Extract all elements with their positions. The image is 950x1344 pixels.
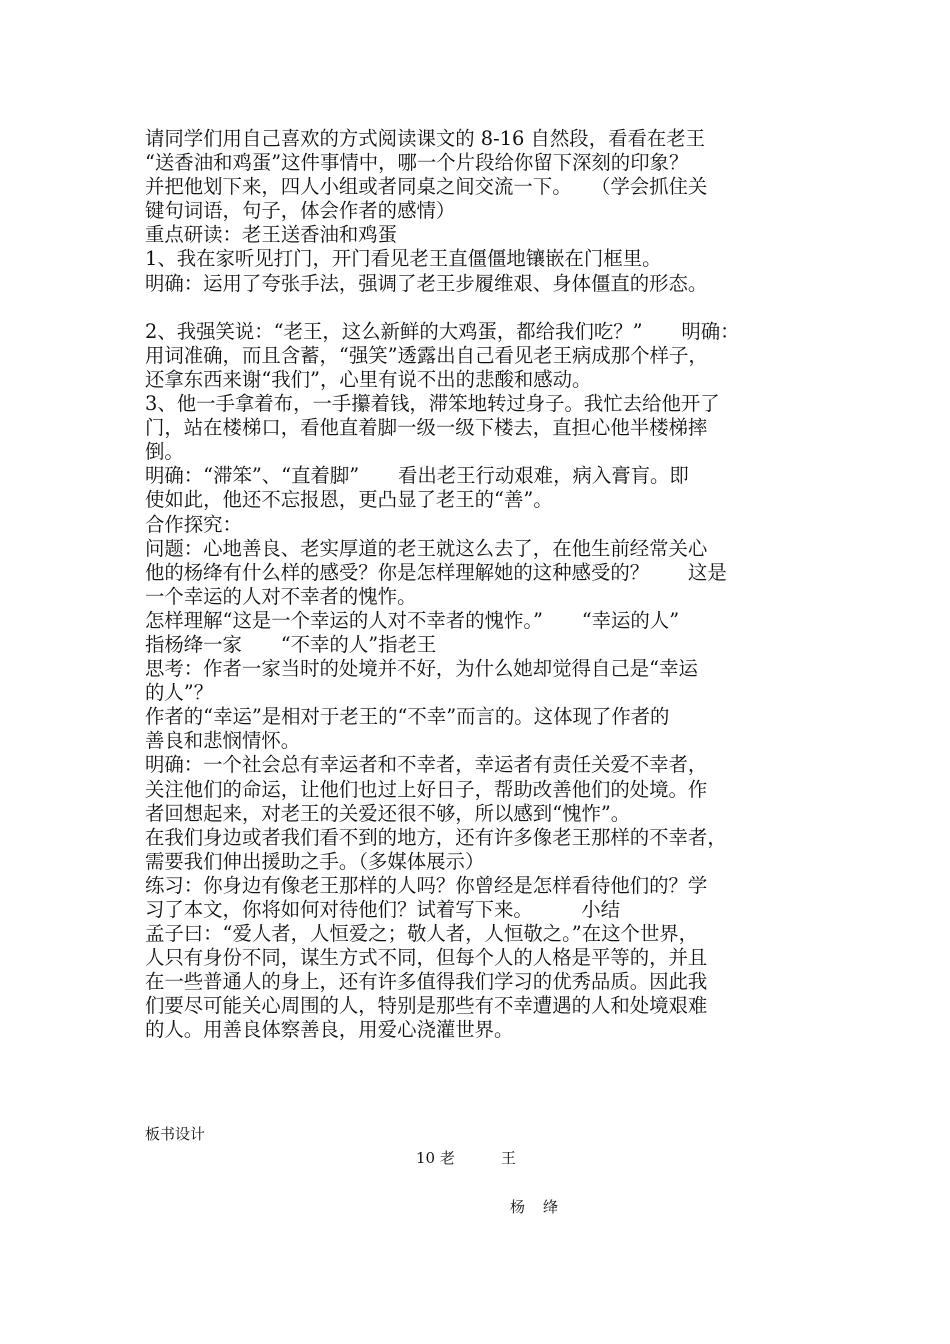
text-line: 孟子曰：“爱人者，人恒爱之；敬人者，人恒敬之。”在这个世界， [145, 922, 699, 946]
board-title [416, 1148, 516, 1168]
text-line: 指杨绛一家 “不幸的人”指老王 [145, 632, 437, 656]
text-line: 3、他一手拿着布，一手攥着钱，滞笨地转过身子。我忙去给他开了 [145, 392, 720, 416]
text-line: 者回想起来，对老王的关爱还很不够，所以感到“愧怍”。 [145, 801, 631, 825]
text-line: 在我们身边或者我们看不到的地方，还有许多像老王那样的不幸者， [145, 825, 727, 849]
text-line: 需要我们伸出援助之手。（多媒体展示） [145, 849, 485, 873]
text-line: 明确：“滞笨”、“直着脚” 看出老王行动艰难，病入膏肓。即 [145, 464, 689, 488]
text-line: 的人。用善良体察善良，用爱心浇灌世界。 [145, 1018, 514, 1042]
text-line: 合作探究： [145, 512, 242, 536]
text-line: 作者的“幸运”是相对于老王的“不幸”而言的。这体现了作者的 [145, 705, 670, 729]
text-line: 习了本文，你将如何对待他们？试着写下来。 小结 [145, 898, 621, 921]
board-title-number-lao: 10 老 [416, 1149, 455, 1167]
text-line: 1、我在家听见打门，开门看见老王直僵僵地镶嵌在门框里。 [145, 247, 662, 271]
text-line: 练习：你身边有像老王那样的人吗？你曾经是怎样看待他们的？学 [145, 873, 708, 897]
board-author-char-1: 杨 [510, 1198, 526, 1216]
text-line: 倒。 [145, 440, 184, 464]
text-line: 们要尽可能关心周围的人，特别是那些有不幸遭遇的人和处境艰难 [145, 994, 708, 1018]
board-author-char-2: 绛 [543, 1198, 559, 1216]
lesson-body-text [145, 127, 810, 1043]
text-line: 重点研读：老王送香油和鸡蛋 [145, 223, 398, 247]
text-line: 他的杨绛有什么样的感受？你是怎样理解她的这种感受的？ 这是 [145, 560, 727, 584]
text-line: 门，站在楼梯口，看他直着脚一级一级下楼去，直担心他半楼梯摔 [145, 416, 708, 440]
text-line: 一个幸运的人对不幸者的愧怍。 [145, 584, 417, 608]
text-line: 怎样理解“这是一个幸运的人对不幸者的愧怍。” “幸运的人” [145, 608, 680, 632]
text-line: 请同学们用自己喜欢的方式阅读课文的 8-16 自然段，看看在老王 [145, 127, 706, 150]
text-line: 善良和悲悯情怀。 [145, 729, 301, 753]
board-design-label: 板书设计 [145, 1125, 206, 1143]
text-line: 的人”？ [145, 681, 214, 705]
text-line: 键句词语，句子，体会作者的感情） [145, 199, 456, 223]
text-line: 并把他划下来，四人小组或者同桌之间交流一下。 （学会抓住关 [145, 175, 708, 199]
text-line: 明确：运用了夸张手法，强调了老王步履维艰、身体僵直的形态。 [145, 271, 708, 295]
text-line: 人只有身份不同，谋生方式不同，但每个人的人格是平等的，并且 [145, 946, 708, 970]
text-line: 关注他们的命运，让他们也过上好日子，帮助改善他们的处境。作 [145, 777, 708, 801]
text-line: 在一些普通人的身上，还有许多值得我们学习的优秀品质。因此我 [145, 970, 708, 994]
text-line: 明确：一个社会总有幸运者和不幸者，幸运者有责任关爱不幸者， [145, 753, 708, 777]
text-line: 使如此，他还不忘报恩，更凸显了老王的“善”。 [145, 488, 553, 512]
text-line [145, 296, 810, 320]
text-line: 还拿东西来谢“我们”，心里有说不出的悲酸和感动。 [145, 367, 592, 391]
text-line: 2、我强笑说：“老王，这么新鲜的大鸡蛋，都给我们吃？” 明确： [145, 319, 740, 343]
text-line: “送香油和鸡蛋”这件事情中，哪一个片段给你留下深刻的印象？ [145, 151, 689, 175]
board-title-wang: 王 [500, 1149, 516, 1167]
text-line: 问题：心地善良、老实厚道的老王就这么去了，在他生前经常关心 [145, 536, 708, 560]
text-line: 思考：作者一家当时的处境并不好，为什么她却觉得自己是“幸运 [145, 657, 698, 681]
board-author [510, 1197, 558, 1217]
text-line: 用词准确，而且含蓄，“强笑”透露出自己看见老王病成那个样子， [145, 343, 708, 367]
